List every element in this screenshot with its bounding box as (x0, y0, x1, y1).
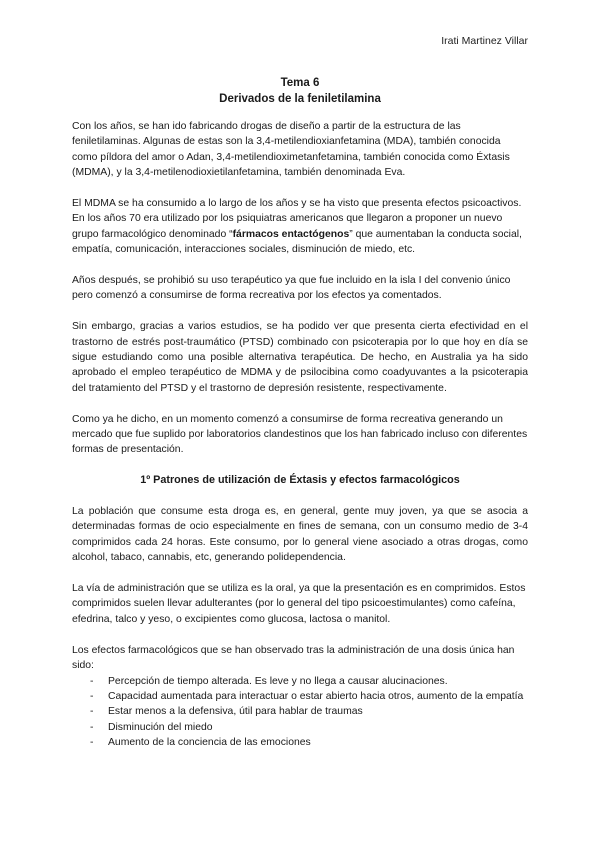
list-item (72, 720, 528, 735)
topic-title: Derivados de la feniletilamina (219, 93, 381, 105)
list-item (72, 735, 528, 750)
author-name: Irati Martinez Villar (441, 35, 528, 47)
topic-number: Tema 6 (280, 77, 320, 89)
entactogen-term: fármacos entactógenos (232, 228, 350, 240)
list-item (72, 689, 528, 704)
list-item (72, 704, 528, 719)
list-item-text: Percepción de tiempo alterada. Es leve y no llega a causar alucinaciones. (108, 675, 448, 687)
document-body (72, 119, 528, 751)
paragraph-mdma-history (72, 196, 528, 258)
section-heading: 1º Patrones de utilización de Éxtasis y efectos farmacológicos (140, 474, 460, 487)
paragraph-ptsd: Sin embargo, gracias a varios estudios, se ha podido ver que presenta cierta efectividad en el trastorno de estrés post-traumático (PTSD) combinado con psicoterapia por lo que hoy en día se sigue estudiando como una posible alternativa terapéutica. De hecho, en Australia ya ha sido aprobado el empleo terapéutico de MDMA y de psilocibina como coadyuvantes a la psicoterapia del tratamiento del PTSD y el trastorno de depresión resistente, respectivamente. (72, 321, 528, 394)
paragraph-prohibition: Años después, se prohibió su uso terapéutico ya que fue incluido en la isla I del convenio único pero comenzó a consumirse de forma recreativa por los efectos ya comentados. (72, 275, 511, 302)
paragraph-intro: Con los años, se han ido fabricando drogas de diseño a partir de la estructura de las feniletilaminas. Algunas de estas son la 3,4-metilendioxianfetamina (MDA), también conocida como píldora del amor o Adan, 3,4-metilendioximetanfetamina, también conocida como Éxtasis (MDMA), y la 3,4-metilenodioxietilanfetamina, también denominada Eva. (72, 121, 510, 179)
paragraph-mdma-text-a: El MDMA se ha consumido a lo largo de los años y se ha visto que presenta efectos psicoactivos. En los años 70 era utilizado por los psiquiatras americanos que llegaron a proponer un nuevo grupo farmacológico denominado “ (72, 198, 522, 240)
list-dash: - (90, 675, 94, 687)
paragraph-mdma-text-b: ” que aumentaban la conducta social, empatía, comunicación, interacciones sociales, disminución de miedo, etc. (72, 228, 522, 256)
list-dash: - (90, 737, 94, 749)
list-item-text: Disminución del miedo (108, 721, 213, 733)
title-block (0, 75, 600, 107)
paragraph-population: La población que consume esta droga es, en general, gente muy joven, ya que se asocia a determinadas formas de ocio especialmente en fines de semana, con un consumo medio de 3-4 comprimidos cada 24 horas. Este consumo, por lo general viene asociado a otras drogas, como alcohol, tabaco, cannabis, etc, generando polidependencia. (72, 506, 528, 564)
list-dash: - (90, 690, 94, 702)
paragraph-recreational: Como ya he dicho, en un momento comenzó a consumirse de forma recreativa generando un mercado que fue suplido por laboratorios clandestinos que los han fabricado incluso con diferentes formas de presentación. (72, 413, 528, 456)
list-dash: - (90, 706, 94, 718)
list-item-text: Aumento de la conciencia de las emociones (108, 737, 311, 749)
list-item (72, 674, 528, 689)
paragraph-effects-intro: Los efectos farmacológicos que se han observado tras la administración de una dosis única han sido: (72, 644, 515, 672)
list-item-text: Estar menos a la defensiva, útil para hablar de traumas (108, 706, 363, 718)
list-dash: - (90, 721, 94, 733)
list-item-text: Capacidad aumentada para interactuar o estar abierto hacia otros, aumento de la empatía (108, 690, 524, 702)
effects-list (72, 674, 528, 751)
paragraph-administration: La vía de administración que se utiliza es la oral, ya que la presentación es en comprimidos. Estos comprimidos suelen llevar adulterantes (por lo general del tipo psicoestimulantes) como cafeína, efedrina, talco y yeso, o excipientes como glucosa, lactosa o manitol. (72, 583, 526, 625)
